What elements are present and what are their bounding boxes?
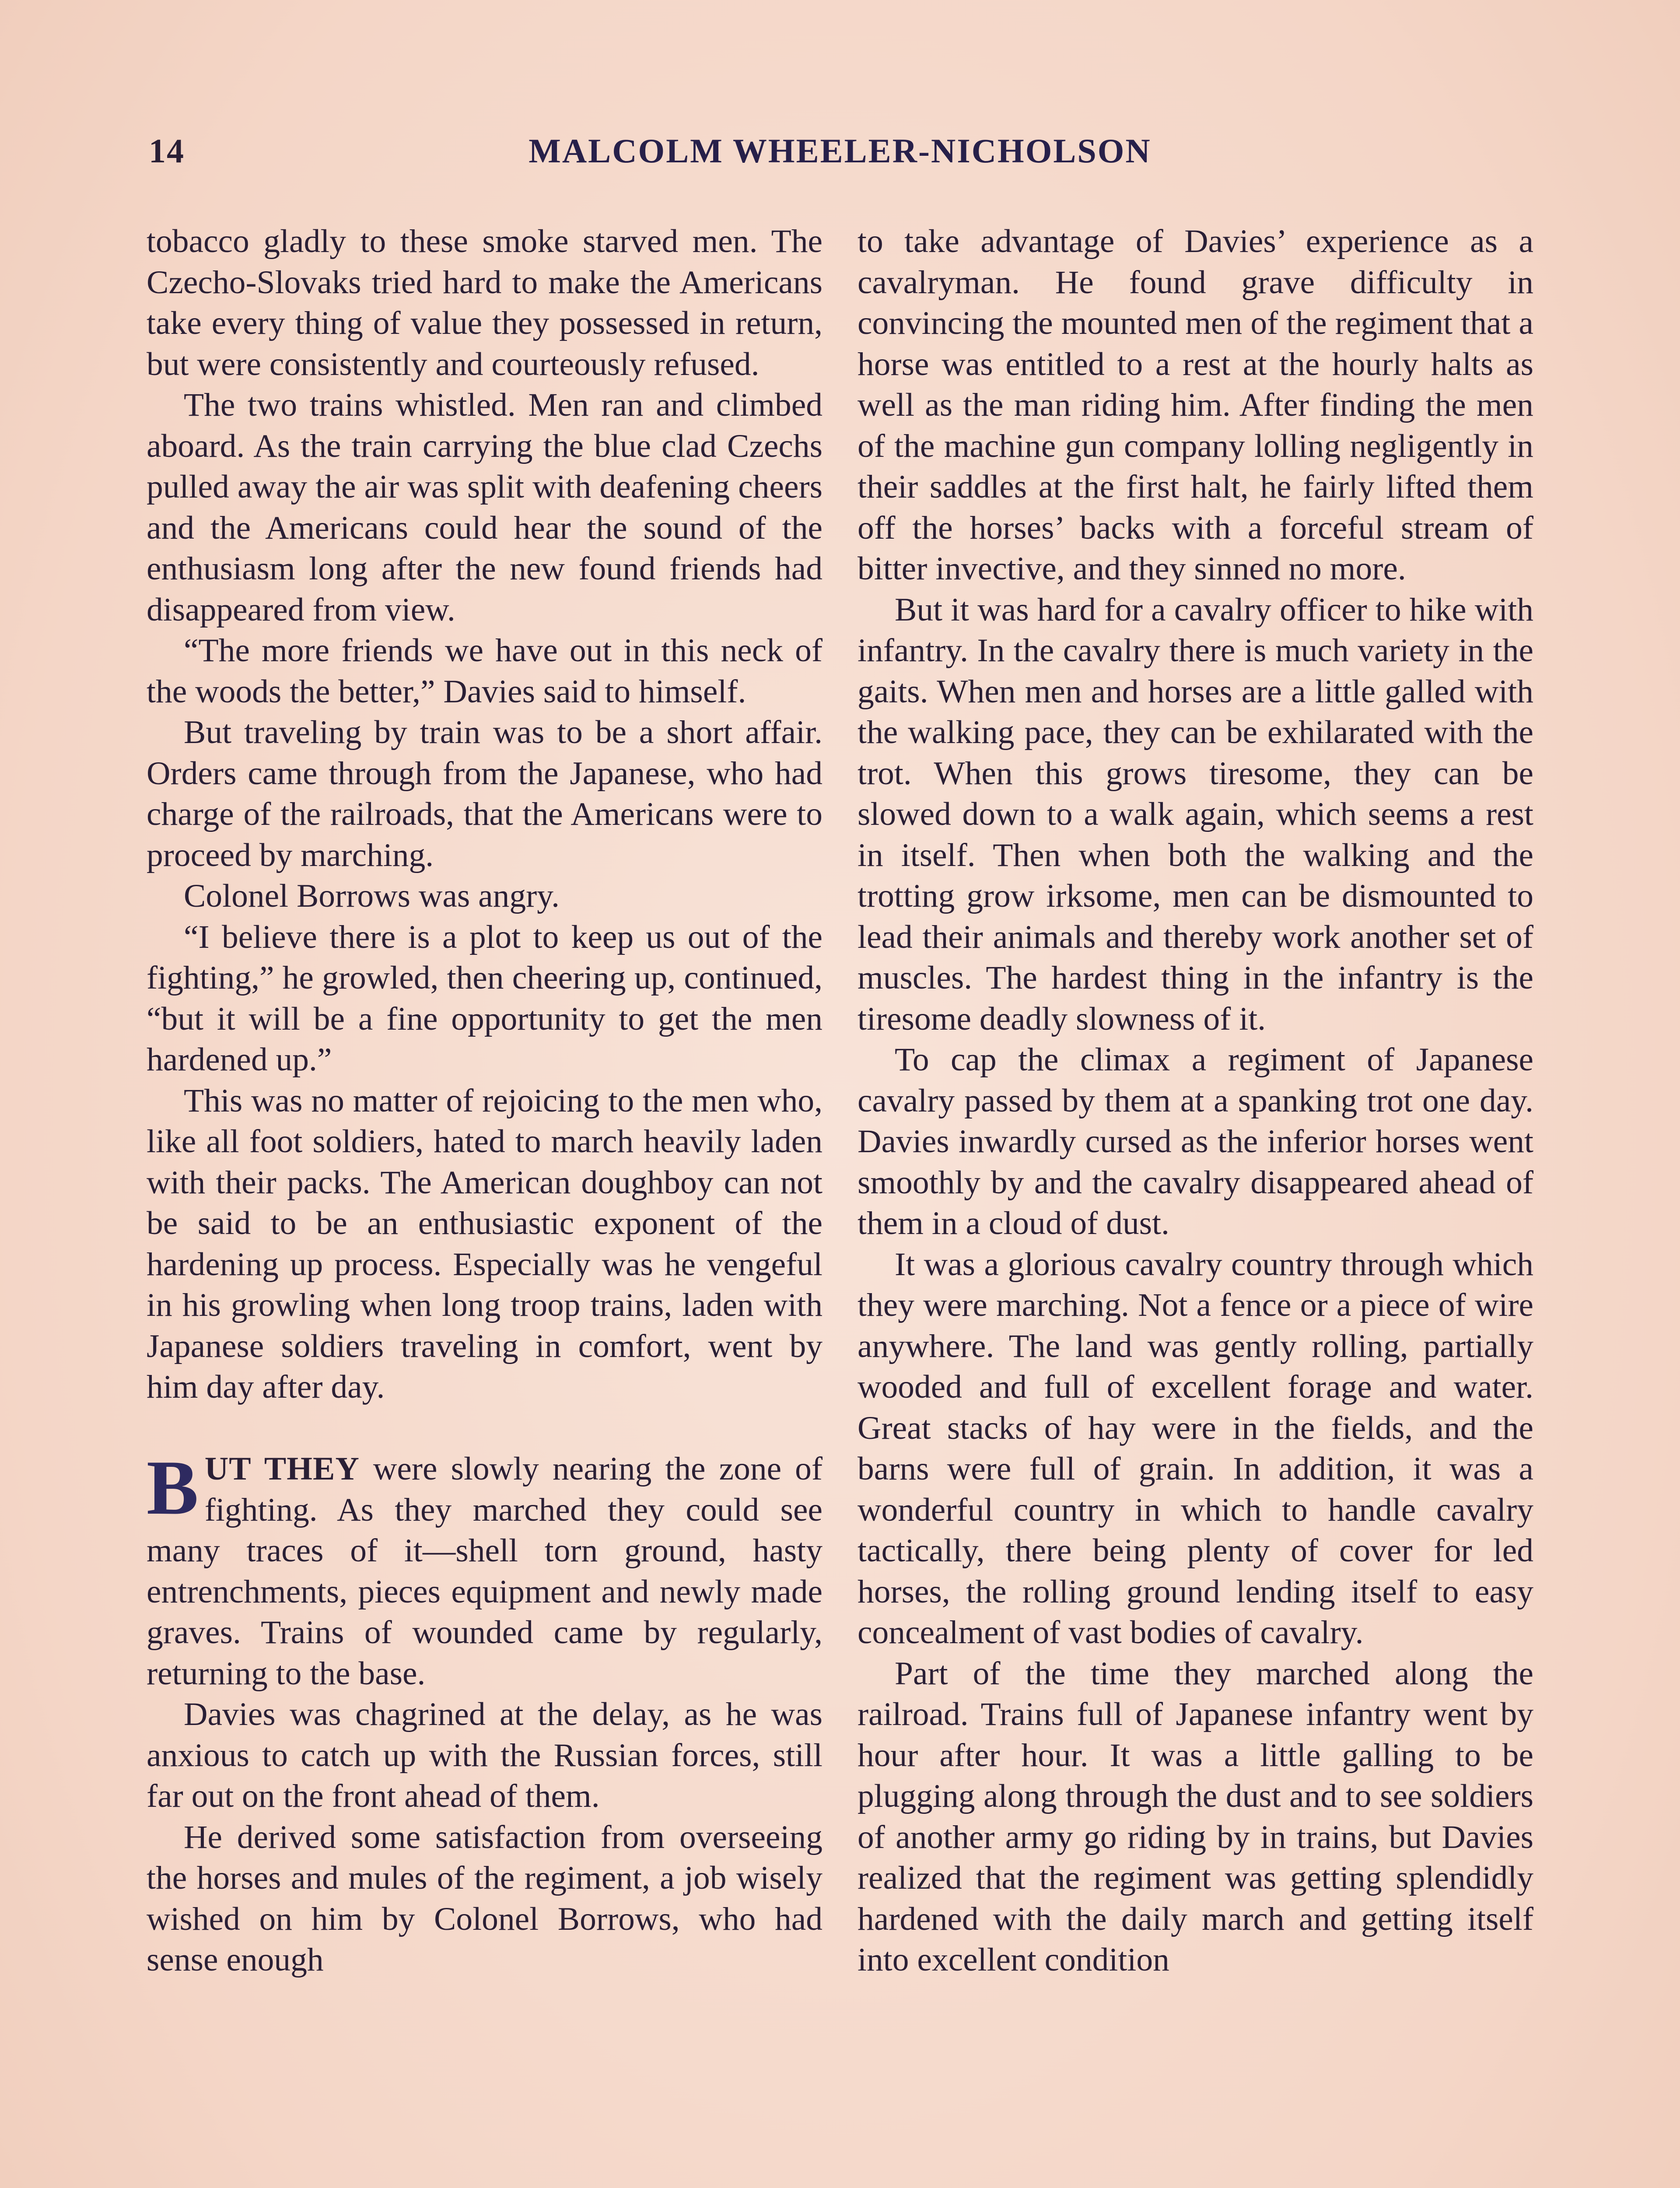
paragraph: But traveling by train was to be a short affair. Orders came through from the Japanese, who had charge of the railroads, that the Americans were to proceed by marching. — [147, 714, 822, 873]
paragraph: The two trains whistled. Men ran and climbed aboard. As the train carrying the blue clad Czechs pulled away the air was split with deafening cheers and the Americans could hear the sound of the enthusiasm long after the new found friends had disappeared from view. — [147, 387, 822, 628]
paragraph: to take advantage of Davies’ experience as a cavalryman. He found grave difficulty in convincing the mounted men of the regiment that a horse was entitled to a rest at the hourly halts as well as the man riding him. After finding the men of the machine gun company lolling negligently in their saddles at the first halt, he fairly lifted them off the horses’ backs with a forceful stream of bitter invective, and they sinned no more. — [858, 223, 1533, 587]
paragraph: This was no matter of rejoicing to the men who, like all foot soldiers, hated to march heavily laden with their packs. The American doughboy can not be said to be an enthusiastic exponent of the hardening up process. Especially was he vengeful in his growling when long troop trains, laden with Japanese soldiers traveling in comfort, went by him day after day. — [147, 1082, 822, 1405]
left-column — [147, 221, 822, 1981]
paragraph: To cap the climax a regiment of Japanese cavalry passed by them at a spanking trot one day. Davies inwardly cursed as the inferior horses went smoothly by and the cavalry disappeared ahead of them in a cloud of dust. — [858, 1041, 1533, 1241]
dropcap-paragraph — [147, 1444, 822, 1694]
page-number: 14 — [149, 132, 185, 170]
paragraph: Colonel Borrows was angry. — [184, 878, 560, 914]
paragraph: Davies was chagrined at the delay, as he was anxious to catch up with the Russian forces, still far out on the front ahead of them. — [147, 1696, 822, 1814]
paragraph-text: were slowly nearing the zone of fighting. As they marched they could see many traces of it—shell torn ground, hasty entrenchments, pieces equipment and newly made graves. Trains of wounded came by regularly, returning to the base. — [147, 1451, 822, 1692]
paragraph: He derived some satisfaction from overseeing the horses and mules of the regiment, a job wisely wished on him by Colonel Borrows, who had sense enough — [147, 1819, 822, 1978]
right-column — [858, 221, 1533, 1981]
running-head: MALCOLM WHEELER-NICHOLSON — [528, 132, 1152, 170]
paragraph: Part of the time they marched along the railroad. Trains full of Japanese infantry went by hour after hour. It was a little galling to be plugging along through the dust and to see soldiers of another army go riding by in trains, but Davies realized that the regiment was getting splendidly hardened with the daily march and getting itself into excellent condition — [858, 1655, 1533, 1978]
paragraph: It was a glorious cavalry country through which they were marching. Not a fence or a piece of wire anywhere. The land was gently rolling, partially wooded and full of excellent forage and water. Great stacks of hay were in the fields, and the barns were full of grain. In addition, it was a wonderful country in which to handle cavalry tactically, there being plenty of cover for led horses, the rolling ground lending itself to easy concealment of vast bodies of cavalry. — [858, 1246, 1533, 1651]
paragraph: tobacco gladly to these smoke starved men. The Czecho-Slovaks tried hard to make the Americans take every thing of value they possessed in return, but were consistently and courteously refused. — [147, 223, 822, 382]
drop-cap: B — [147, 1444, 199, 1531]
paragraph: “I believe there is a plot to keep us out of the fighting,” he growled, then cheering up, continued, “but it will be a fine opportunity to get the men hardened up.” — [147, 919, 822, 1078]
lead-in: UT THEY — [204, 1451, 360, 1487]
page-header — [149, 131, 1531, 184]
paragraph: “The more friends we have out in this neck of the woods the better,” Davies said to himself. — [147, 632, 822, 710]
paragraph: But it was hard for a cavalry officer to hike with infantry. In the cavalry there is much variety in the gaits. When men and horses are a little galled with the walking pace, they can be exhilarated with the trot. When this grows tiresome, they can be slowed down to a walk again, which seems a rest in itself. Then when both the walking and the trotting grow irksome, men can be dismounted to lead their animals and thereby work another set of muscles. The hardest thing in the infantry is the tiresome deadly slowness of it. — [858, 591, 1533, 1037]
